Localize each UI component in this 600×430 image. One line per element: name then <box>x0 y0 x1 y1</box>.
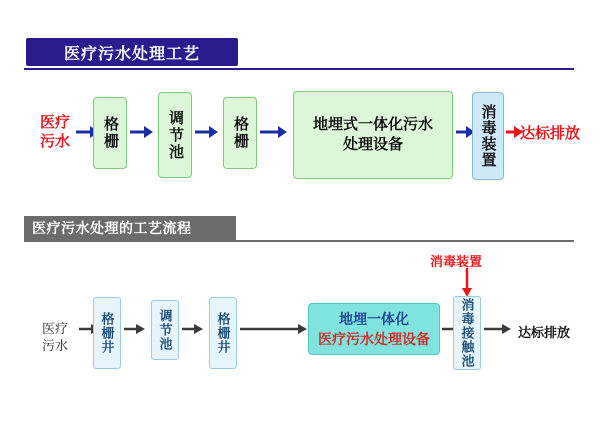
arrow-2-regulating-tank-to-grid-well-2 <box>182 323 204 335</box>
section-1-input-label <box>32 113 78 151</box>
box-grid-2 <box>223 97 257 169</box>
box-disinfection-contact-tank <box>453 296 481 370</box>
section-2-input-label-line-1: 医疗 <box>41 321 68 336</box>
arrow-grid-1-to-regulating-tank <box>130 125 154 139</box>
arrow-regulating-tank-to-grid-2 <box>195 125 219 139</box>
box-regulating-tank-2 <box>151 300 179 360</box>
box-buried-integrated-equipment-2-line-1: 地埋一体化 <box>339 311 409 327</box>
section-1-input-label-line-1: 医疗 <box>39 114 70 131</box>
box-grid-well-2-label: 格栅井 <box>215 312 231 354</box>
box-disinfection-contact-tank-label: 消毒接触池 <box>459 298 475 368</box>
section-1-title-underline <box>24 68 574 70</box>
arrow-2-grid-well-2-to-equipment <box>240 323 308 335</box>
arrow-2-contact-tank-to-output <box>484 323 512 335</box>
box-grid-well-2 <box>209 297 237 369</box>
section-2-title-text: 医疗污水处理的工艺流程 <box>32 220 192 236</box>
section-2-output-label: 达标排放 <box>518 325 571 340</box>
box-disinfection-device <box>472 92 504 180</box>
box-buried-integrated-equipment-2 <box>308 303 440 355</box>
box-regulating-tank-1 <box>158 92 192 178</box>
section-2-title-banner <box>24 216 236 240</box>
box-grid-2-label: 格栅 <box>232 116 249 150</box>
box-buried-integrated-equipment-2-line-2: 医疗污水处理设备 <box>318 331 430 347</box>
section-2-input-label <box>32 320 78 354</box>
box-regulating-tank-2-label: 调节池 <box>157 309 173 351</box>
box-buried-integrated-equipment-1-label: 地埋式一体化污水处理设备 <box>312 116 433 153</box>
box-grid-1 <box>93 97 127 169</box>
box-regulating-tank-1-label: 调节池 <box>167 109 184 161</box>
box-grid-well-1-label: 格栅井 <box>99 312 115 354</box>
arrow-2-grid-well-1-to-regulating-tank <box>124 323 146 335</box>
box-grid-1-label: 格栅 <box>102 116 119 150</box>
arrow-annotation-to-contact-tank <box>461 268 473 298</box>
section-2-title-underline <box>24 240 574 242</box>
box-grid-well-1 <box>93 297 121 369</box>
section-2-input-label-line-2: 污水 <box>41 338 68 353</box>
section-1-output-label: 达标排放 <box>520 125 581 142</box>
section-1-title-banner <box>26 38 238 66</box>
section-1-title-text: 医疗污水处理工艺 <box>63 45 200 63</box>
arrow-grid-2-to-equipment <box>260 125 288 139</box>
annotation-disinfection-device: 消毒装置 <box>430 254 483 269</box>
box-buried-integrated-equipment-1 <box>293 91 453 179</box>
box-disinfection-device-label: 消毒装置 <box>479 104 497 168</box>
section-1-input-label-line-2: 污水 <box>39 133 70 150</box>
